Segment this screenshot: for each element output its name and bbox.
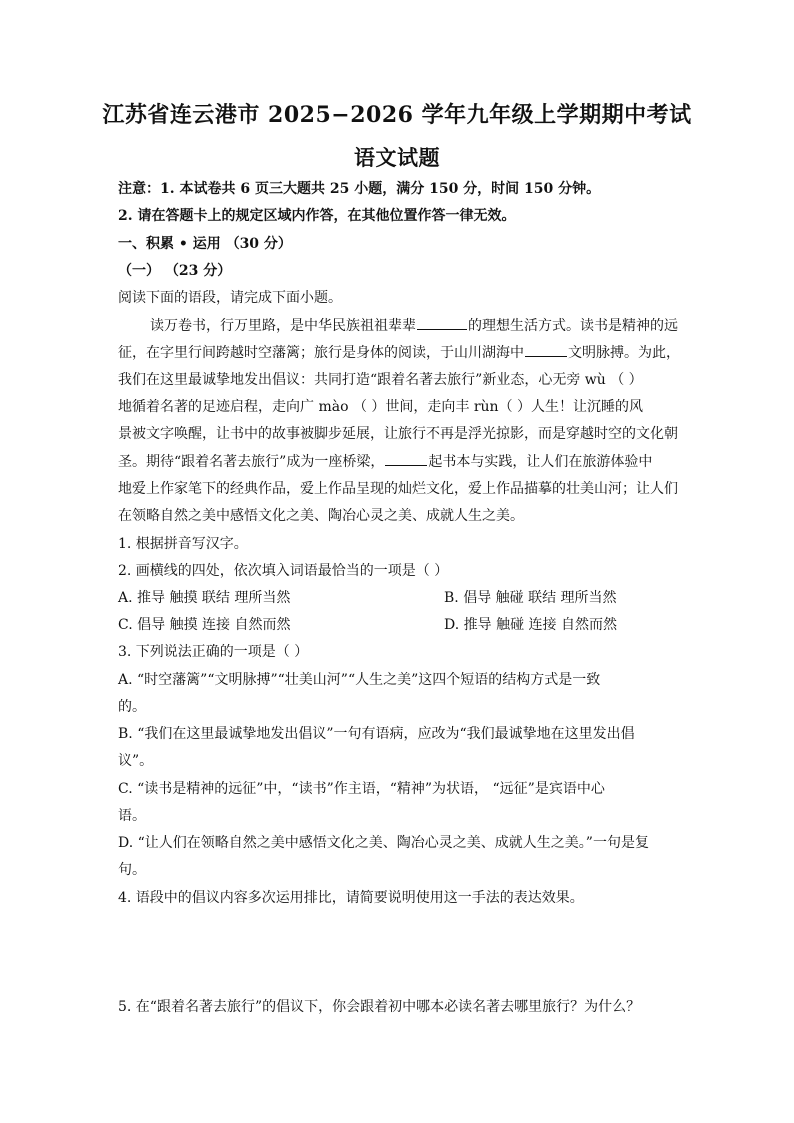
q2-option-a: A. 推导 触摸 联结 理所当然	[118, 590, 291, 606]
question-1: 1. 根据拼音写汉字。	[118, 536, 248, 552]
passage-line-3: 我们在这里最诚挚地发出倡议：共同打造“跟着名著去旅行”新业态，心无旁 wù （ ）	[118, 372, 643, 388]
question-2: 2. 画横线的四处，依次填入词语最恰当的一项是（ ）	[118, 563, 449, 579]
passage-line-1	[150, 317, 678, 335]
q2-option-c: C. 倡导 触摸 连接 自然而然	[118, 617, 291, 633]
passage-line-6	[118, 453, 652, 471]
q3-option-b-cont: 议”。	[118, 753, 154, 769]
passage-line-5: 景被文字唤醒，让书中的故事被脚步延展，让旅行不再是浮光掠影，而是穿越时空的文化朝	[118, 426, 678, 442]
q3-option-c-cont: 语。	[118, 808, 146, 824]
subsection-heading: （一） （23 分）	[118, 263, 232, 279]
passage-line-2	[118, 344, 680, 362]
passage-text: 文明脉搏。为此，	[568, 345, 680, 361]
q2-option-d: D. 推导 触碰 连接 自然而然	[444, 617, 617, 633]
passage-text: 圣。期待“跟着名著去旅行”成为一座桥梁，	[118, 454, 385, 470]
fill-blank	[385, 453, 427, 466]
q3-option-b: B. “我们在这里最诚挚地发出倡议”一句有语病，应改为“我们最诚挚地在这里发出倡	[118, 726, 635, 742]
question-3: 3. 下列说法正确的一项是（ ）	[118, 644, 309, 660]
passage-line-7: 地爱上作家笔下的经典作品，爱上作品呈现的灿烂文化，爱上作品描摹的壮美山河；让人们	[118, 481, 678, 497]
exam-subtitle: 语文试题	[354, 145, 440, 170]
passage-line-8: 在领略自然之美中感悟文化之美、陶冶心灵之美、成就人生之美。	[118, 508, 524, 524]
passage-text: 征，在字里行间跨越时空藩篱；旅行是身体的阅读，于山川湖海中	[118, 345, 524, 361]
q3-option-a-cont: 的。	[118, 699, 146, 715]
q2-option-b: B. 倡导 触碰 联结 理所当然	[444, 590, 617, 606]
passage-text: 读万卷书，行万里路，是中华民族祖祖辈辈	[150, 318, 416, 334]
passage-text: 起书本与实践，让人们在旅游体验中	[428, 454, 653, 470]
passage-line-4: 地循着名著的足迹启程，走向广 mào （ ）世间，走向丰 rùn（ ）人生！让沉睡的风	[118, 399, 644, 415]
q3-option-d: D. “让人们在领略自然之美中感悟文化之美、陶冶心灵之美、成就人生之美。”一句是复	[118, 835, 649, 851]
fill-blank	[525, 344, 567, 357]
q3-option-c: C. “读书是精神的远征”中，“读书”作主语，“精神”为状语， “远征”是宾语中心	[118, 781, 605, 797]
fill-blank	[417, 317, 467, 330]
question-5: 5. 在“跟着名著去旅行”的倡议下，你会跟着初中哪本必读名著去哪里旅行？为什么？	[118, 999, 641, 1015]
reading-instruction: 阅读下面的语段，请完成下面小题。	[118, 290, 342, 306]
question-4: 4. 语段中的倡议内容多次运用排比，请简要说明使用这一手法的表达效果。	[118, 890, 584, 906]
q3-option-d-cont: 句。	[118, 862, 146, 878]
passage-text: 的理想生活方式。读书是精神的远	[468, 318, 678, 334]
q3-option-a: A. “时空藩篱”“文明脉搏”“壮美山河”“人生之美”这四个短语的结构方式是一致	[118, 672, 601, 688]
section-heading: 一、积累 • 运用 （30 分）	[118, 236, 292, 252]
note-2: 2. 请在答题卡上的规定区域内作答，在其他位置作答一律无效。	[118, 208, 516, 224]
note-1: 注意：1. 本试卷共 6 页三大题共 25 小题，满分 150 分，时间 150 分钟。	[118, 181, 601, 197]
exam-title: 江苏省连云港市 2025−2026 学年九年级上学期期中考试	[102, 102, 692, 128]
